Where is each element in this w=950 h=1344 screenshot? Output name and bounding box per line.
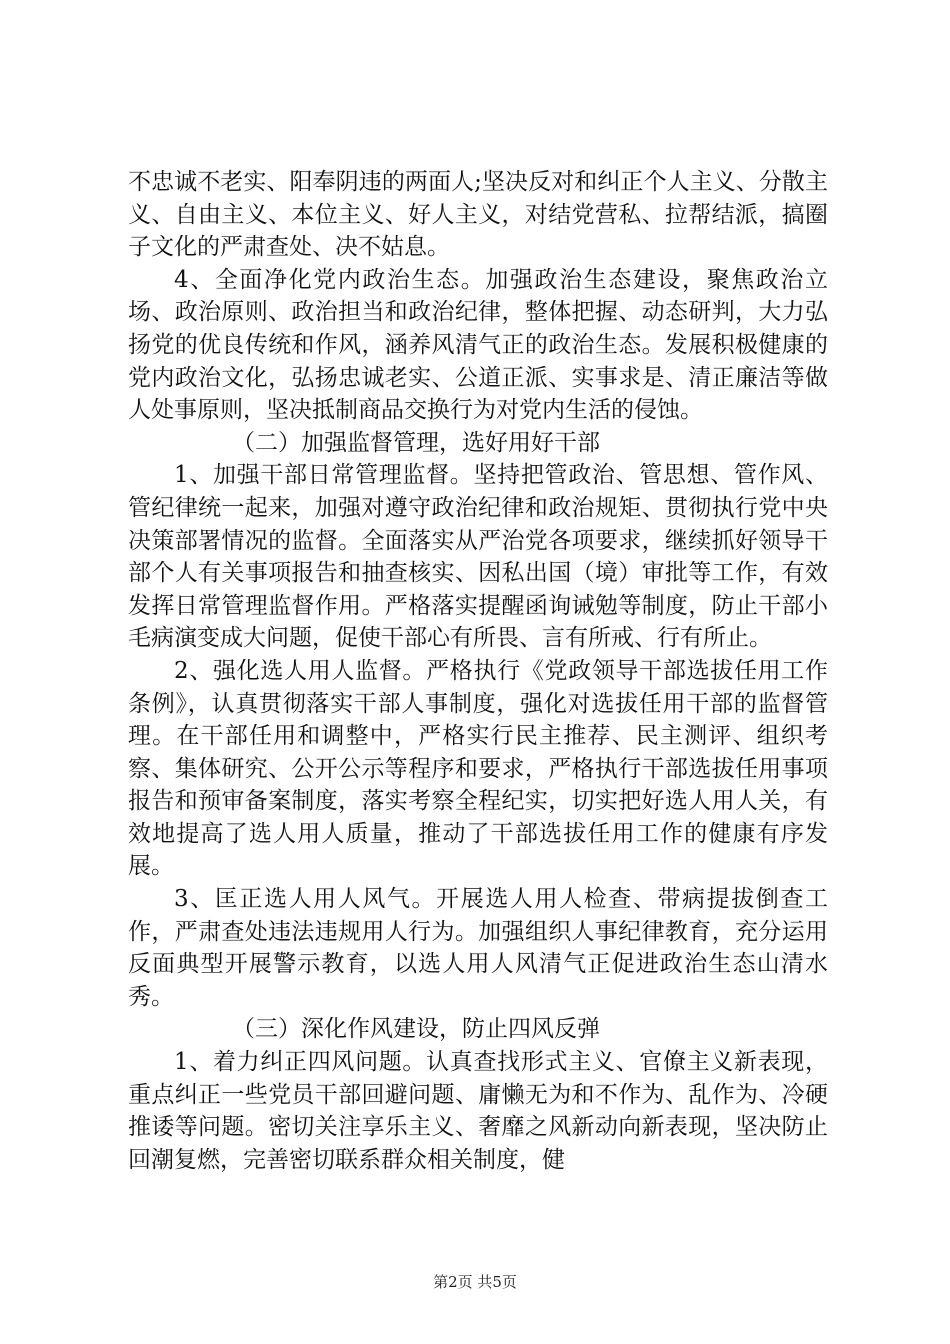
section-heading-2 [128, 427, 828, 460]
paragraph-2: 4、全面净化党内政治生态。加强政治生态建设，聚焦政治立场、政治原则、政治担当和政治纪律，整体把握、动态研判，大力弘扬党的优良传统和作风，涵养风清气正的政治生态。发展积极健康的党内政治文化，弘扬忠诚老实、公道正派、实事求是、清正廉洁等做人处事原则，坚决抵制商品交换行为对党内生活的侵蚀。 [128, 266, 828, 424]
section-heading-3-text: （三）深化作风建设，防止四风反弹 [232, 1016, 600, 1043]
section-heading-2-text: （二）加强监督管理，选好用好干部 [232, 429, 600, 456]
paragraph-3: 1、加强干部日常管理监督。坚持把管政治、管思想、管作风、管纪律统一起来，加强对遵守政治纪律和政治规矩、贯彻执行党中央决策部署情况的监督。全面落实从严治党各项要求，继续抓好领导干部个人有关事项报告和抽查核实、因私出国（境）审批等工作，有效发挥日常管理监督作用。严格落实提醒函询诫勉等制度，防止干部小毛病演变成大问题，促使干部心有所畏、言有所戒、行有所止。 [128, 462, 828, 652]
page-footer [0, 1272, 950, 1292]
document-body [128, 166, 828, 1176]
paragraph-5: 3、匡正选人用人风气。开展选人用人检查、带病提拔倒查工作，严肃查处违法违规用人行为。加强组织人事纪律教育，充分运用反面典型开展警示教育，以选人用人风清气正促进政治生态山清水秀。 [128, 886, 828, 1010]
page-number: 第2页 共5页 [433, 1273, 517, 1291]
paragraph-6: 1、着力纠正四风问题。认真查找形式主义、官僚主义新表现，重点纠正一些党员干部回避问题、庸懒无为和不作为、乱作为、冷硬推诿等问题。密切关注享乐主义、奢靡之风新动向新表现，坚决防止回潮复燃，完善密切联系群众相关制度，健 [128, 1049, 828, 1173]
section-heading-3 [128, 1013, 828, 1046]
paragraph-4: 2、强化选人用人监督。严格执行《党政领导干部选拔任用工作条例》，认真贯彻落实干部人事制度，强化对选拔任用干部的监督管理。在干部任用和调整中，严格实行民主推荐、民主测评、组织考察、集体研究、公开公示等程序和要求，严格执行干部选拔任用事项报告和预审备案制度，落实考察全程纪实，切实把好选人用人关，有效地提高了选人用人质量，推动了干部选拔任用工作的健康有序发展。 [128, 657, 828, 880]
paragraph-1: 不忠诚不老实、阳奉阴违的两面人;坚决反对和纠正个人主义、分散主义、自由主义、本位主义、好人主义，对结党营私、拉帮结派，搞圈子文化的严肃查处、决不姑息。 [128, 169, 828, 261]
